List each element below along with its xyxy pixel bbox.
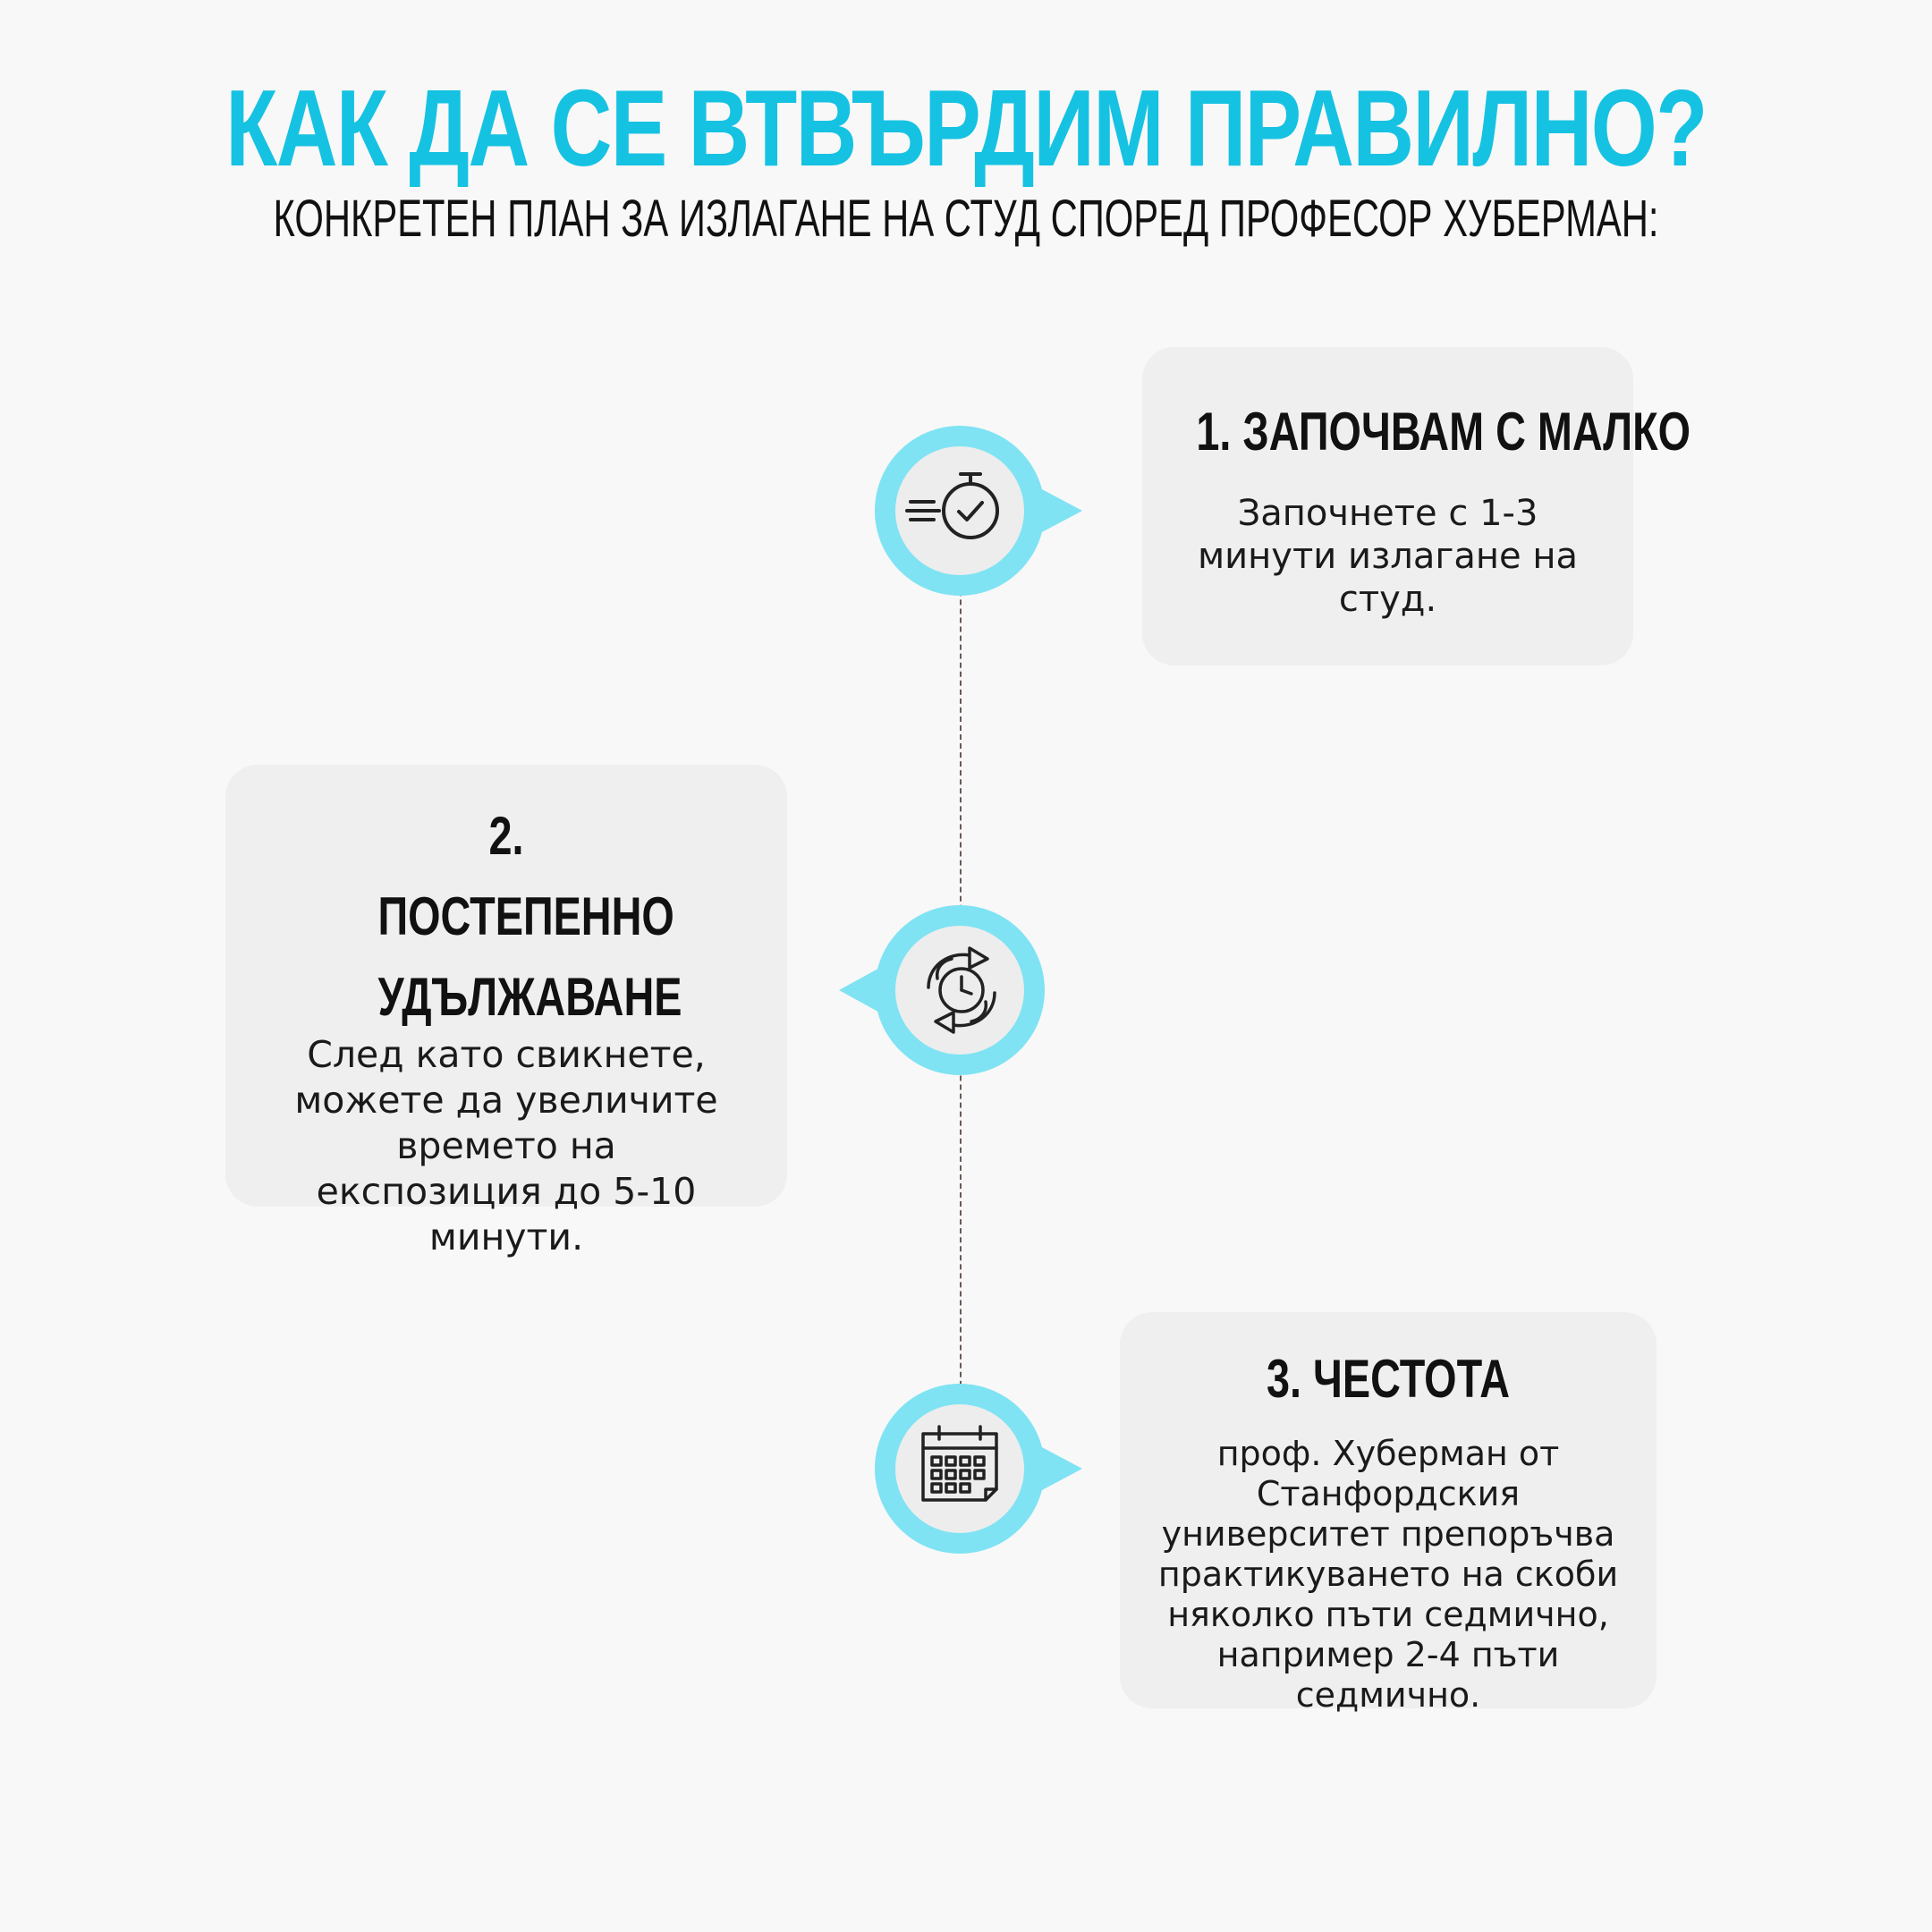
step-1-node-graphic bbox=[875, 426, 1089, 596]
step-1-node bbox=[875, 426, 1045, 596]
step-2-disc bbox=[895, 926, 1024, 1055]
step-3-node-graphic bbox=[875, 1384, 1089, 1554]
step-3-node bbox=[875, 1384, 1045, 1554]
step-2-title: 2. ПОСТЕПЕННО УДЪЛЖАВАНЕ bbox=[377, 806, 682, 1027]
page-subtitle: КОНКРЕТЕН ПЛАН ЗА ИЗЛАГАНЕ НА СТУД СПОРЕД ПРОФЕСОР ХУБЕРМАН: bbox=[273, 190, 1659, 248]
step-2-text: След като свикнете, можете да увеличите времето на експозиция до 5-10 минути. bbox=[294, 1033, 718, 1258]
step-3-title: 3. ЧЕСТОТА bbox=[1266, 1349, 1511, 1409]
step-3-text: проф. Хуберман от Станфордския университет препоръчва практикуването на скоби няколко пъти седмично, например 2-4 пъти седмично. bbox=[1157, 1434, 1619, 1715]
step-1-title: 1. ЗАПОЧВАМ С МАЛКО bbox=[1196, 402, 1691, 462]
step-1-card bbox=[1142, 347, 1691, 665]
step-3-card bbox=[1120, 1312, 1657, 1715]
step-2-node-graphic bbox=[839, 905, 1045, 1075]
step-1-text: Започнете с 1-3 минути излагане на студ. bbox=[1197, 493, 1579, 620]
step-3-disc bbox=[895, 1404, 1024, 1533]
page-title: КАК ДА СЕ ВТВЪРДИМ ПРАВИЛНО? bbox=[225, 67, 1707, 189]
step-2-node bbox=[839, 905, 1009, 1075]
step-2-card bbox=[225, 765, 787, 1258]
